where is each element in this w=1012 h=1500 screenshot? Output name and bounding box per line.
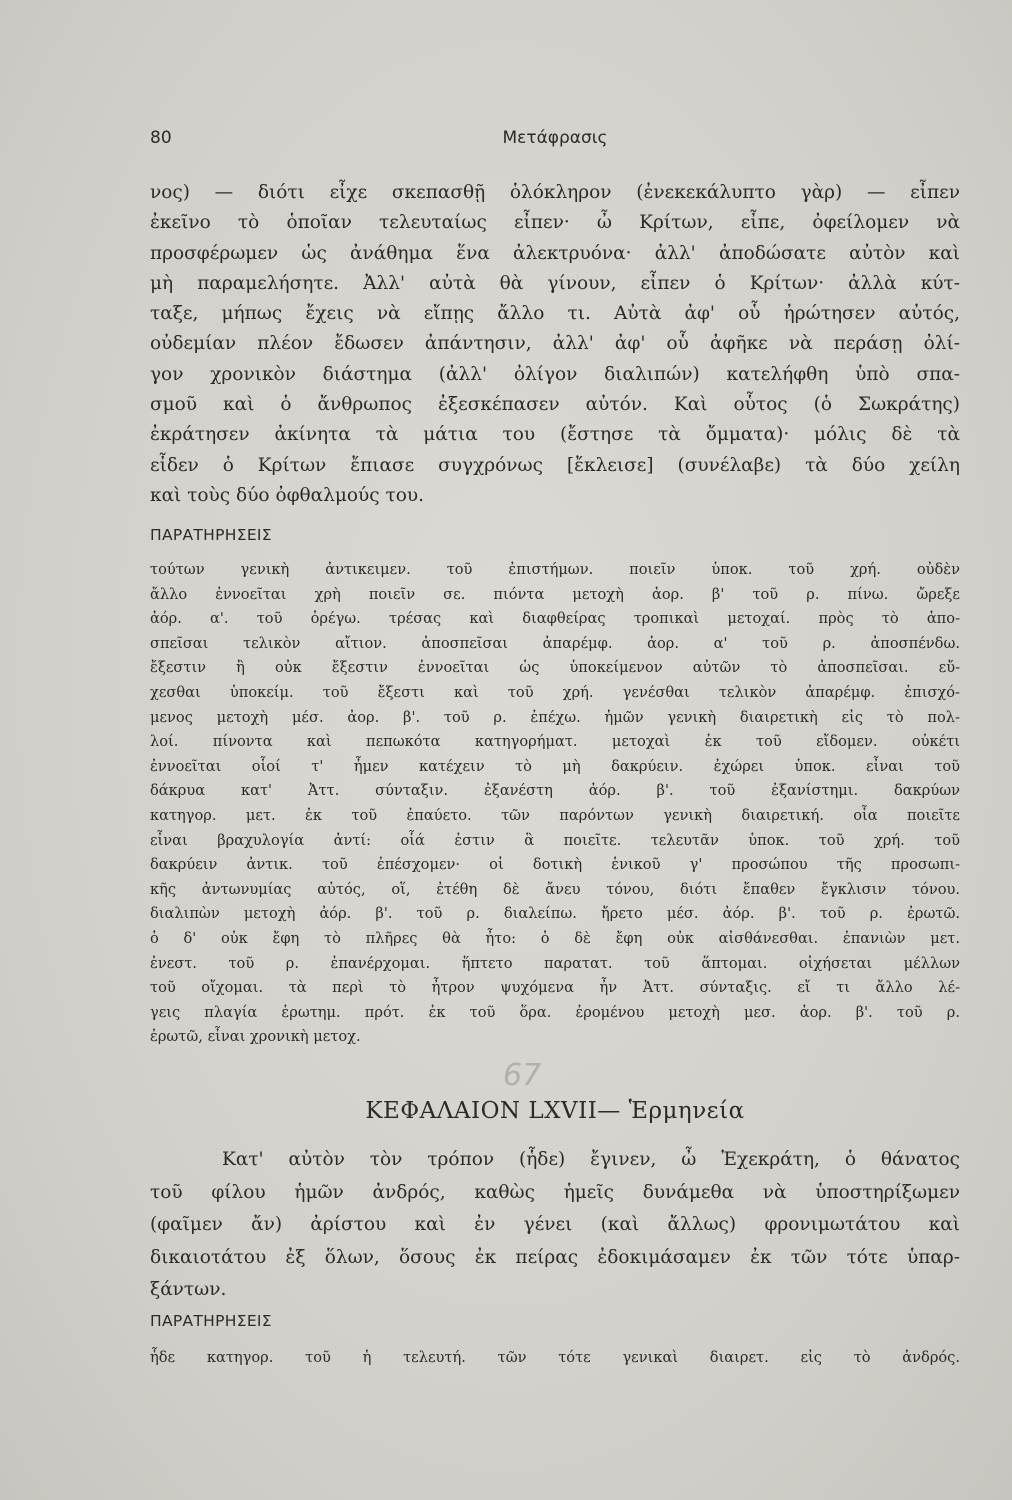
note-line: κατηγορ. μετ. ἐκ τοῦ ἐπαύετο. τῶν παρόντων γενικὴ διαιρετική. οἷα ποιεῖτε <box>150 806 960 824</box>
text-line: μὴ παραμελήσητε. Ἀλλ' αὐτὰ θὰ γίνουν, εἶπεν ὁ Κρίτων· ἀλλὰ κύτ- <box>150 272 960 294</box>
text-line: οὐδεμίαν πλέον ἔδωσεν ἀπάντησιν, ἀλλ' ἀφ' οὗ ἀφῆκε νὰ περάσῃ ὀλί- <box>150 333 960 355</box>
grammar-notes-2 <box>150 1346 960 1370</box>
text-line: σμοῦ καὶ ὁ ἄνθρωπος ἐξεσκέπασεν αὐτόν. Καὶ οὗτος (ὁ Σωκράτης) <box>150 394 960 416</box>
text-line: γον χρονικὸν διάστημα (ἀλλ' ὀλίγον διαλιπών) κατελήφθη ὑπὸ σπα- <box>150 363 960 385</box>
note-line: δακρύειν ἀντικ. τοῦ ἐπέσχομεν· οἱ δοτικὴ ἑνικοῦ γ' προσώπου τῆς προσωπι- <box>150 856 960 874</box>
chapter-paragraph <box>150 1144 960 1307</box>
observations-heading-2: ΠΑΡΑΤΗΡΗΣΕΙΣ <box>150 1312 272 1330</box>
translation-paragraph <box>150 178 960 511</box>
page-header <box>150 128 960 152</box>
note-line: μενος μετοχὴ μέσ. ἀορ. β'. τοῦ ρ. ἐπέχω. ἡμῶν γενικὴ διαιρετικὴ εἰς τὸ πολ- <box>150 708 960 726</box>
text-line: νος) — διότι εἶχε σκεπασθῇ ὁλόκληρον (ἐνεκεκάλυπτο γὰρ) — εἶπεν <box>150 182 960 203</box>
text-line: ταξε, μήπως ἔχεις νὰ εἴπῃς ἄλλο τι. Αὐτὰ ἀφ' οὗ ἠρώτησεν αὐτός, <box>150 303 960 325</box>
text-line: καὶ τοὺς δύο ὀφθαλμούς του. <box>150 484 425 506</box>
note-line: ἐννοεῖται οἷοί τ' ἦμεν κατέχειν τὸ μὴ δακρύειν. ἐχώρει ὑποκ. εἶναι τοῦ <box>150 757 960 775</box>
note-line: σπεῖσαι τελικὸν αἴτιον. ἀποσπεῖσαι ἀπαρέμφ. ἀορ. α' τοῦ ρ. ἀποσπένδω. <box>150 634 960 652</box>
text-line: ἐκεῖνο τὸ ὁποῖαν τελευταίως εἶπεν· ὦ Κρίτων, εἶπε, ὀφείλομεν νὰ <box>150 212 960 234</box>
note-line: ἧδε κατηγορ. τοῦ ἡ τελευτή. τῶν τότε γενικαὶ διαιρετ. εἰς τὸ ἀνδρός. <box>150 1349 960 1366</box>
note-line: ὁ δ' οὐκ ἔφη τὸ πλῆρες θὰ ἦτο: ὁ δὲ ἔφη οὐκ αἰσθάνεσθαι. ἐπανιὼν μετ. <box>150 929 960 947</box>
note-line: ἐνεστ. τοῦ ρ. ἐπανέρχομαι. ἥπτετο παρατατ. τοῦ ἅπτομαι. οἰχήσεται μέλλων <box>150 954 960 972</box>
text-line: εἶδεν ὁ Κρίτων ἔπιασε συγχρόνως [ἔκλεισε] (συνέλαβε) τὰ δύο χείλη <box>150 454 960 476</box>
text-line: ἐκράτησεν ἀκίνητα τὰ μάτια του (ἔστησε τὰ ὄμματα)· μόλις δὲ τὰ <box>150 424 960 446</box>
note-line: ἀόρ. α'. τοῦ ὀρέγω. τρέσας καὶ διαφθείρας τροπικαὶ μετοχαί. πρὸς τὸ ἀπο- <box>150 610 960 628</box>
note-line: τοῦ οἴχομαι. τὰ περὶ τὸ ἦτρον ψυχόμενα ἦν Ἀττ. σύνταξις. εἴ τι ἄλλο λέ- <box>150 979 960 997</box>
note-line: χεσθαι ὑποκείμ. τοῦ ἔξεστι καὶ τοῦ χρή. γενέσθαι τελικὸν ἀπαρέμφ. ἐπισχό- <box>150 683 960 701</box>
text-line: (φαῖμεν ἄν) ἀρίστου καὶ ἐν γένει (καὶ ἄλλως) φρονιμωτάτου καὶ <box>150 1214 960 1235</box>
running-title: Μετάφρασις <box>502 128 608 148</box>
text-line: Κατ' αὐτὸν τὸν τρόπον (ἧδε) ἔγινεν, ὦ Ἐχεκράτη, ὁ θάνατος <box>222 1149 960 1170</box>
chapter-heading: ΚΕΦΑΛΑΙΟΝ LXVII— Ἑρμηνεία <box>365 1098 745 1124</box>
note-line: εἶναι βραχυλογία ἀντί: οἷά ἐστιν ἃ ποιεῖτε. τελευτᾶν ὑποκ. τοῦ χρή. τοῦ <box>150 831 960 849</box>
note-line: λοί. πίνοντα καὶ πεπωκότα κατηγορήματ. μετοχαὶ ἐκ τοῦ εἴδομεν. οὐκέτι <box>150 733 960 751</box>
handwritten-mark: 67 <box>503 1058 542 1093</box>
note-line: διαλιπὼν μετοχὴ ἀόρ. β'. τοῦ ρ. διαλείπω. ἤρετο μέσ. ἀόρ. β'. τοῦ ρ. ἐρωτῶ. <box>150 905 960 923</box>
grammar-notes <box>150 558 960 1050</box>
text-line: προσφέρωμεν ὡς ἀνάθημα ἕνα ἀλεκτρυόνα· ἀλλ' ἀποδώσατε αὐτὸν καὶ <box>150 242 960 264</box>
text-line: ξάντων. <box>150 1279 227 1300</box>
note-line: γεις πλαγία ἐρωτημ. πρότ. ἐκ τοῦ ὅρα. ἐρομένου μετοχὴ μεσ. ἀορ. β'. τοῦ ρ. <box>150 1003 960 1021</box>
note-line: κῆς ἀντωνυμίας αὐτός, οἵ, ἐτέθη δὲ ἄνευ τόνου, διότι ἔπαθεν ἔγκλισιν τόνου. <box>150 880 960 898</box>
note-line: δάκρυα κατ' Ἀττ. σύνταξιν. ἐξανέστη ἀόρ. β'. τοῦ ἐξανίστημι. δακρύων <box>150 782 960 800</box>
note-line: ἐρωτῶ, εἶναι χρονικὴ μετοχ. <box>150 1028 361 1046</box>
note-line: ἄλλο ἐννοεῖται χρὴ ποιεῖν σε. πιόντα μετοχὴ ἀορ. β' τοῦ ρ. πίνω. ὤρεξε <box>150 585 960 603</box>
text-line: τοῦ φίλου ἡμῶν ἀνδρός, καθὼς ἡμεῖς δυνάμεθα νὰ ὑποστηρίξωμεν <box>150 1181 960 1203</box>
note-line: ἔξεστιν ἢ οὐκ ἔξεστιν ἐννοεῖται ὡς ὑποκείμενον αὐτῶν τὸ ἀποσπεῖσαι. εὔ- <box>150 659 960 677</box>
note-line: τούτων γενικὴ ἀντικειμεν. τοῦ ἐπιστήμων. ποιεῖν ὑποκ. τοῦ χρή. οὐδὲν <box>150 561 960 578</box>
text-line: δικαιοτάτου ἐξ ὅλων, ὅσους ἐκ πείρας ἐδοκιμάσαμεν ἐκ τῶν τότε ὑπαρ- <box>150 1246 960 1268</box>
page-number: 80 <box>150 128 172 148</box>
observations-heading: ΠΑΡΑΤΗΡΗΣΕΙΣ <box>150 526 272 544</box>
